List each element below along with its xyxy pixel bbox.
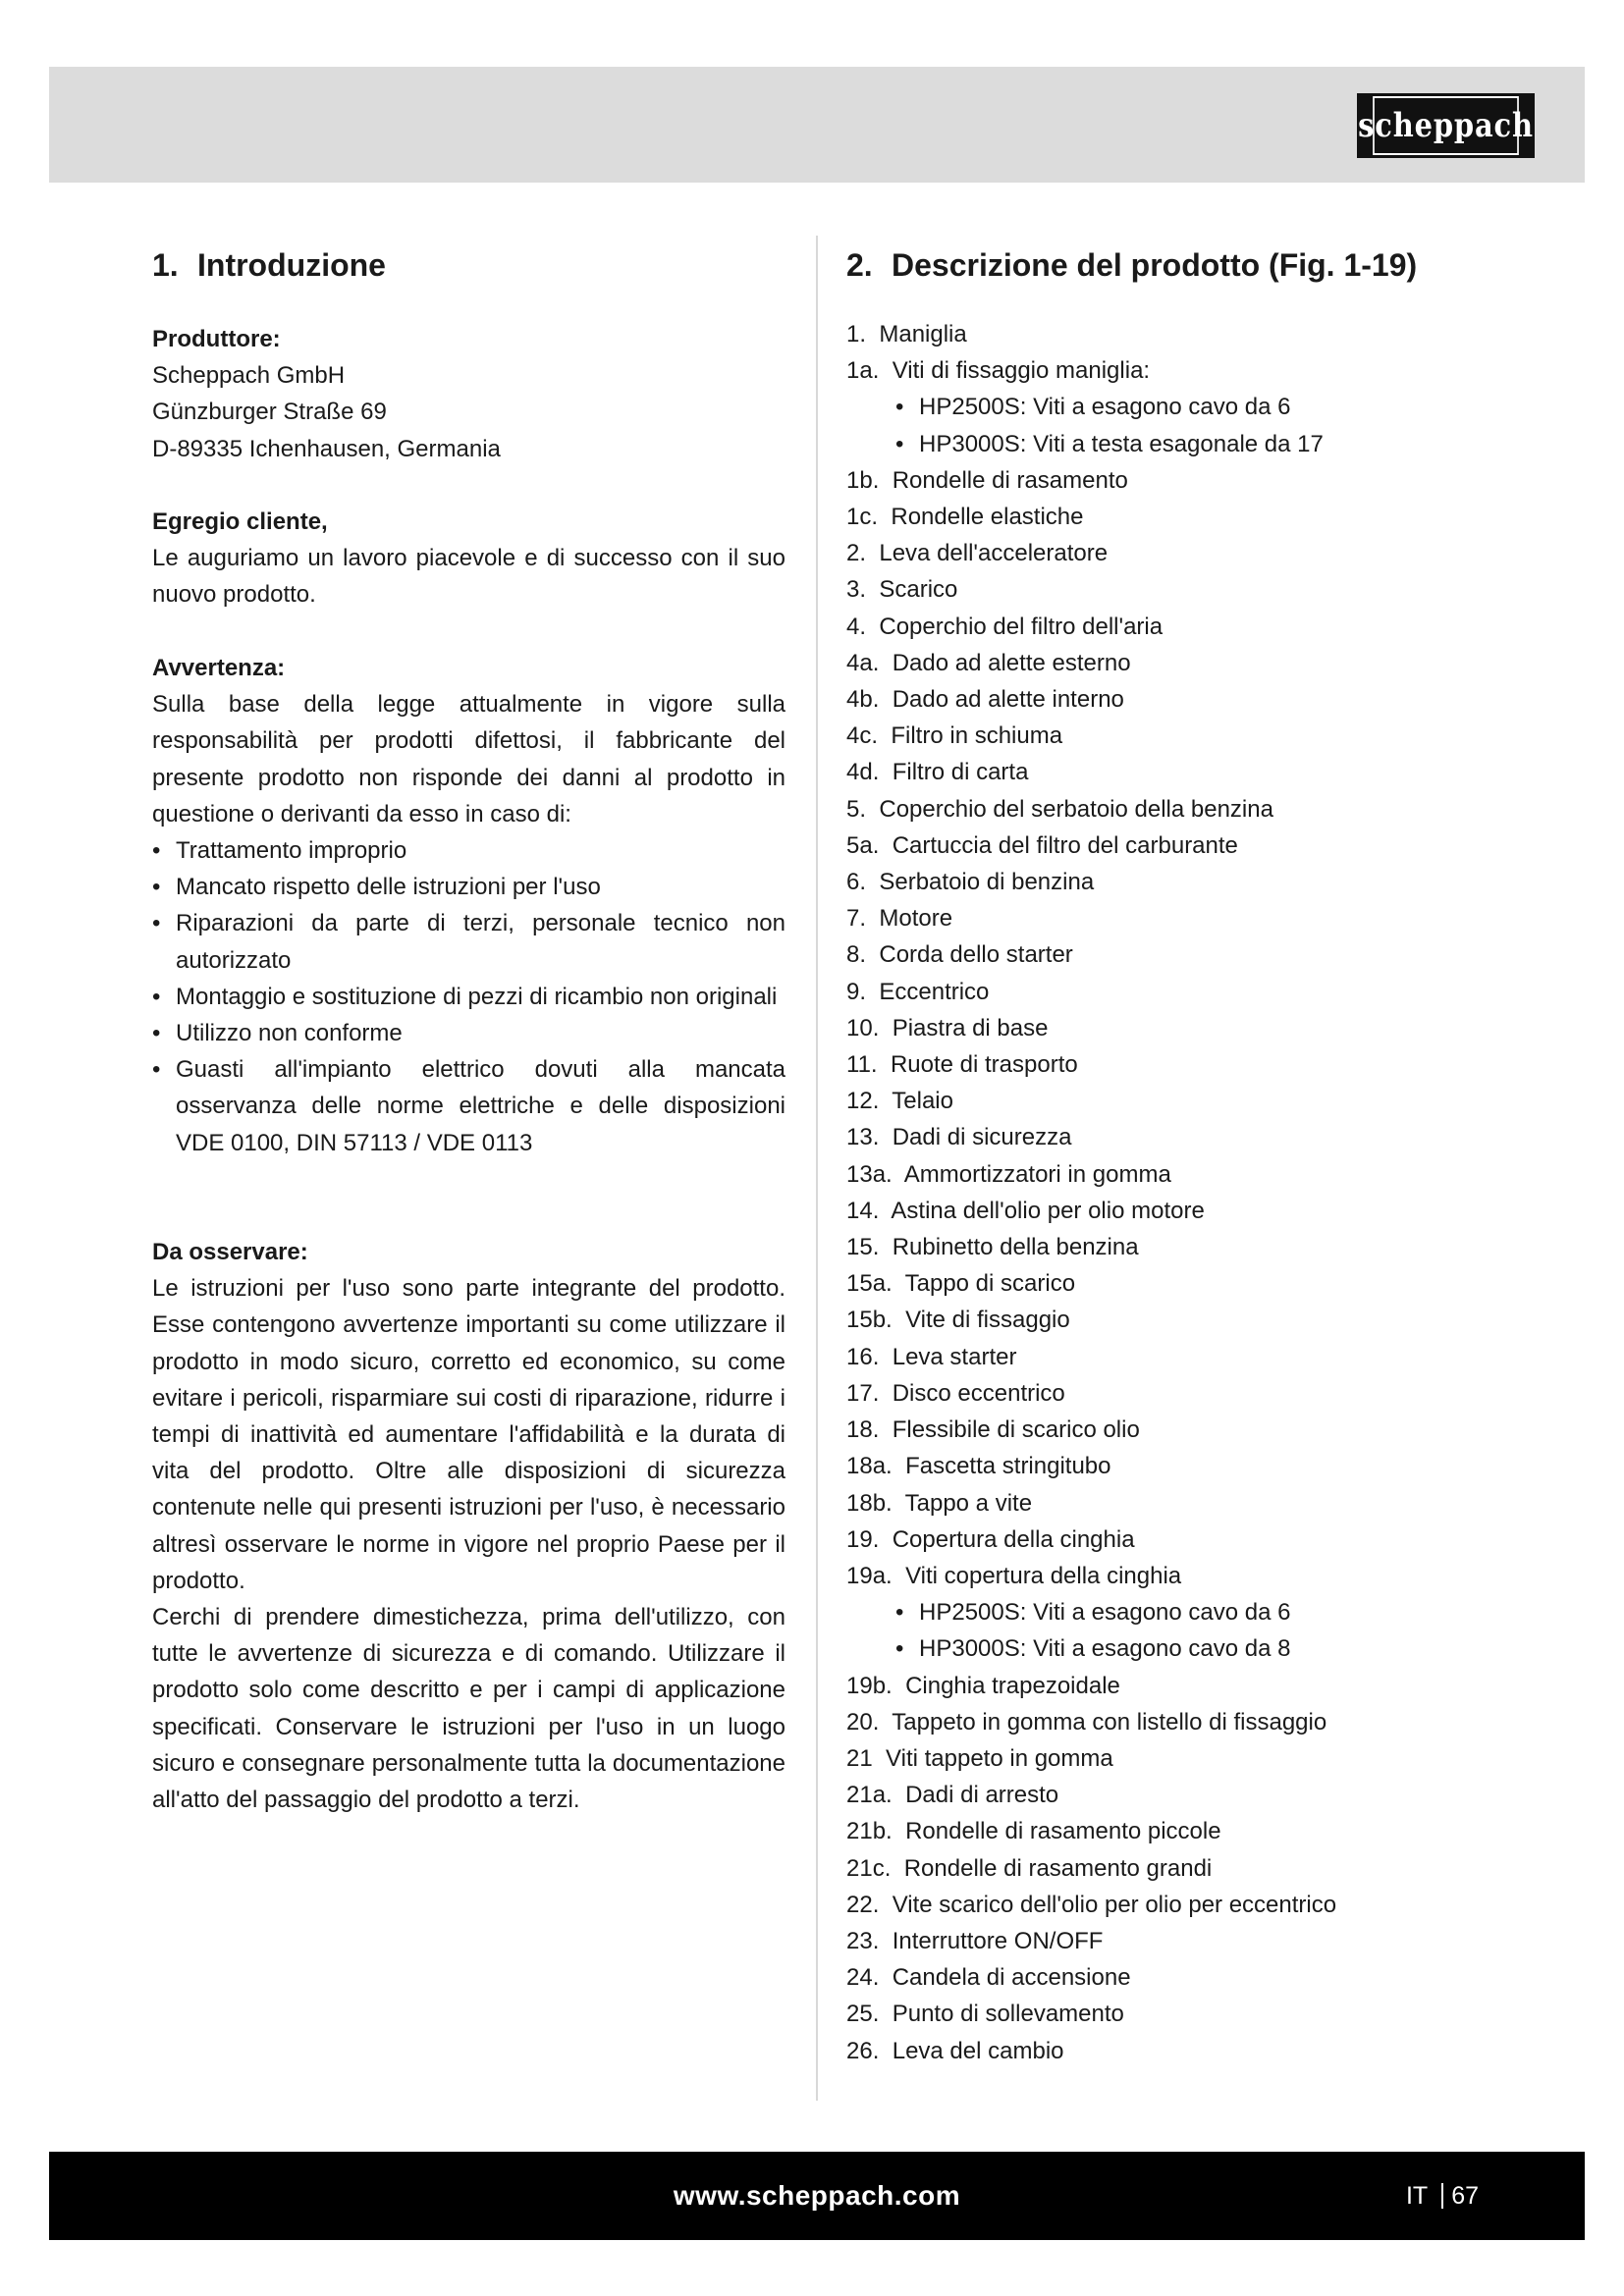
- parts-item-number: 4c.: [846, 722, 879, 750]
- parts-item-number: 4.: [846, 613, 867, 640]
- parts-item-number: 18a.: [846, 1453, 893, 1480]
- parts-sub-item-text: HP2500S: Viti a esagono cavo da 6: [919, 394, 1291, 421]
- producer-heading: Produttore:: [152, 326, 281, 352]
- parts-item: [846, 645, 1553, 681]
- page-number: 67: [1451, 2181, 1479, 2210]
- parts-item-label: Rondelle elastiche: [891, 504, 1084, 531]
- parts-item-number: 19b.: [846, 1672, 893, 1699]
- parts-item-number: 13a.: [846, 1160, 893, 1188]
- observe-block: [152, 1234, 785, 1818]
- parts-item-label: Punto di sollevamento: [892, 2001, 1124, 2028]
- parts-item-label: Tappeto in gomma con listello di fissaggio: [892, 1708, 1327, 1735]
- parts-item: [846, 1229, 1553, 1265]
- scheppach-logo: [1357, 93, 1535, 158]
- parts-item: [846, 864, 1553, 900]
- parts-item-label: Piastra di base: [892, 1014, 1049, 1041]
- parts-item-number: 11.: [846, 1051, 878, 1079]
- parts-item-number: 3.: [846, 576, 867, 604]
- parts-item-number: 17.: [846, 1379, 880, 1407]
- header-band: [49, 67, 1585, 183]
- parts-item-label: Coperchio del serbatoio della benzina: [879, 795, 1273, 823]
- parts-item-label: Copertura della cinghia: [892, 1525, 1135, 1553]
- parts-item: [846, 1740, 1553, 1777]
- parts-item-number: 19a.: [846, 1562, 893, 1589]
- observe-text-2: Cerchi di prendere dimestichezza, prima dell'utilizzo, con tutte le avvertenze di sicurezza e di comando. Utilizzare il prodotto solo come descritto e per i campi di applicazione specificati. Conservare le istruzioni per l'uso in un luogo sicuro e consegnare personalmente tutta la documentazione all'atto del passaggio del prodotto a terzi.: [152, 1604, 785, 1814]
- parts-item-label: Rondelle di rasamento grandi: [903, 1854, 1213, 1882]
- section-title-product-description: [846, 245, 1417, 285]
- parts-item-number: 9.: [846, 978, 867, 1005]
- parts-item-label: Dadi di arresto: [905, 1782, 1059, 1809]
- parts-item-number: 5a.: [846, 831, 880, 859]
- parts-item-label: Ammortizzatori in gomma: [903, 1160, 1171, 1188]
- parts-item-number: 2.: [846, 540, 867, 567]
- parts-item-number: 15.: [846, 1234, 880, 1261]
- parts-sub-item: [846, 389, 1553, 425]
- warning-text: Sulla base della legge attualmente in vigore sulla responsabilità per prodotti difettosi, il fabbricante del presente prodotto non risponde dei danni al prodotto in questione o derivanti da esso in caso di:: [152, 691, 785, 828]
- section-title-introduction: [152, 245, 386, 285]
- parts-sub-item: [846, 426, 1553, 462]
- list-item: • Trattamento improprio: [152, 832, 785, 869]
- producer-line: Scheppach GmbH: [152, 362, 346, 390]
- parts-item: [846, 1959, 1553, 1996]
- parts-item-label: Rondelle di rasamento piccole: [905, 1818, 1221, 1845]
- parts-item-label: Telaio: [892, 1088, 953, 1115]
- parts-item: [846, 1046, 1553, 1083]
- parts-item: [846, 1558, 1553, 1594]
- warning-heading: Avvertenza:: [152, 655, 286, 681]
- parts-item-label: Tappo a vite: [904, 1489, 1033, 1517]
- footer-bar: [49, 2152, 1585, 2240]
- parts-item: [846, 1010, 1553, 1046]
- parts-item-number: 1.: [846, 321, 867, 347]
- parts-item-number: 1c.: [846, 504, 879, 531]
- list-item: • Montaggio e sostituzione di pezzi di ricambio non originali: [152, 979, 785, 1015]
- parts-item-label: Disco eccentrico: [892, 1379, 1065, 1407]
- parts-list: [846, 316, 1553, 2069]
- column-divider: [816, 236, 818, 2101]
- parts-item-label: Tappo di scarico: [904, 1270, 1076, 1298]
- language-code: IT: [1405, 2181, 1429, 2210]
- parts-item-number: 8.: [846, 941, 867, 969]
- parts-item: [846, 535, 1553, 571]
- parts-item: [846, 828, 1553, 864]
- producer-line: Günzburger Straße 69: [152, 399, 387, 426]
- parts-item-label: Viti tappeto in gomma: [886, 1744, 1113, 1772]
- parts-item: [846, 462, 1553, 499]
- parts-item: [846, 1265, 1553, 1302]
- parts-item: [846, 316, 1553, 352]
- parts-item-number: 4a.: [846, 649, 880, 676]
- parts-item-number: 5.: [846, 795, 867, 823]
- parts-item-number: 12.: [846, 1088, 880, 1115]
- parts-item-label: Astina dell'olio per olio motore: [891, 1197, 1205, 1224]
- parts-item: [846, 609, 1553, 645]
- parts-item: [846, 900, 1553, 936]
- parts-item: [846, 1704, 1553, 1740]
- parts-item-label: Filtro di carta: [892, 759, 1029, 786]
- parts-item: [846, 1996, 1553, 2032]
- parts-item-number: 21c.: [846, 1854, 892, 1882]
- parts-item-number: 14.: [846, 1197, 880, 1224]
- parts-item-label: Viti copertura della cinghia: [905, 1562, 1182, 1589]
- warning-block: [152, 650, 785, 1161]
- parts-item: [846, 1193, 1553, 1229]
- parts-item-label: Maniglia: [879, 321, 967, 347]
- parts-item-number: 13.: [846, 1124, 880, 1151]
- parts-item: [846, 791, 1553, 828]
- parts-sub-item-text: HP3000S: Viti a esagono cavo da 8: [919, 1635, 1291, 1663]
- page-indicator: [1406, 2152, 1479, 2240]
- parts-item: [846, 1923, 1553, 1959]
- parts-item-number: 15a.: [846, 1270, 893, 1298]
- section-title-text: Descrizione del prodotto (Fig. 1-19): [892, 247, 1418, 283]
- parts-item-label: Rubinetto della benzina: [892, 1234, 1139, 1261]
- parts-sub-item: [846, 1594, 1553, 1630]
- website-link[interactable]: www.scheppach.com: [673, 2180, 961, 2211]
- parts-item-number: 24.: [846, 1964, 880, 1992]
- parts-item-label: Scarico: [879, 576, 958, 604]
- parts-item-number: 18.: [846, 1416, 880, 1444]
- producer-block: [152, 321, 785, 467]
- list-item: • Utilizzo non conforme: [152, 1015, 785, 1051]
- parts-item-label: Interruttore ON/OFF: [892, 1927, 1104, 1954]
- parts-item-label: Flessibile di scarico olio: [892, 1416, 1140, 1444]
- parts-item: [846, 499, 1553, 535]
- parts-item: [846, 1850, 1553, 1887]
- greeting-block: [152, 504, 785, 614]
- parts-item-number: 25.: [846, 2001, 880, 2028]
- parts-item-number: 4b.: [846, 686, 880, 714]
- parts-item-label: Dadi di sicurezza: [892, 1124, 1072, 1151]
- parts-item-label: Vite di fissaggio: [905, 1307, 1070, 1334]
- parts-item: [846, 1412, 1553, 1448]
- parts-item-number: 15b.: [846, 1307, 893, 1334]
- parts-item: [846, 718, 1553, 754]
- parts-item-number: 22.: [846, 1891, 880, 1918]
- parts-item: [846, 681, 1553, 718]
- producer-line: D-89335 Ichenhausen, Germania: [152, 435, 501, 462]
- list-item: • Riparazioni da parte di terzi, personale tecnico non autorizzato: [152, 905, 785, 978]
- observe-text-1: Le istruzioni per l'uso sono parte integrante del prodotto. Esse contengono avvertenze importanti su come utilizzare il prodotto in modo sicuro, corretto ed economico, su come evitare i pericoli, risparmiare sui costi di riparazione, ridurre i tempi di inattività ed aumentare l'affidabilità e la durata di vita del prodotto. Oltre alle disposizioni di sicurezza contenute nelle qui presenti istruzioni per l'uso, è necessario altresì osservare le norme in vigore nel proprio Paese per il prodotto.: [152, 1275, 785, 1594]
- parts-item-number: 10.: [846, 1014, 880, 1041]
- parts-item-label: Motore: [879, 905, 953, 933]
- parts-sub-item-text: HP2500S: Viti a esagono cavo da 6: [919, 1599, 1291, 1627]
- parts-item-label: Leva starter: [892, 1343, 1017, 1370]
- parts-item: [846, 1813, 1553, 1849]
- parts-item-label: Serbatoio di benzina: [879, 869, 1095, 896]
- parts-item: [846, 1777, 1553, 1813]
- parts-item: [846, 754, 1553, 790]
- parts-item: [846, 571, 1553, 608]
- parts-item-number: 4d.: [846, 759, 880, 786]
- parts-item: [846, 1448, 1553, 1484]
- parts-item: [846, 352, 1553, 389]
- parts-item-label: Viti di fissaggio maniglia:: [892, 357, 1151, 385]
- parts-item-number: 6.: [846, 869, 867, 896]
- parts-item-number: 18b.: [846, 1489, 893, 1517]
- parts-item: [846, 1375, 1553, 1412]
- parts-item-number: 1b.: [846, 466, 880, 494]
- parts-item-number: 16.: [846, 1343, 880, 1370]
- parts-item: [846, 1302, 1553, 1338]
- parts-item-label: Eccentrico: [879, 978, 990, 1005]
- list-item: • Mancato rispetto delle istruzioni per l'uso: [152, 869, 785, 905]
- section-number: 1.: [152, 247, 179, 283]
- greeting-heading: Egregio cliente,: [152, 508, 328, 535]
- parts-item-number: 20.: [846, 1708, 880, 1735]
- parts-item-label: Leva del cambio: [892, 2037, 1064, 2064]
- parts-item-number: 21a.: [846, 1782, 893, 1809]
- parts-item: [846, 1522, 1553, 1558]
- parts-item-label: Coperchio del filtro dell'aria: [879, 613, 1164, 640]
- parts-item: [846, 1339, 1553, 1375]
- separator: [1441, 2183, 1443, 2209]
- parts-sub-item-text: HP3000S: Viti a testa esagonale da 17: [919, 430, 1324, 457]
- parts-item-number: 23.: [846, 1927, 880, 1954]
- warning-bullet-list: [152, 832, 785, 1161]
- parts-item-label: Cartuccia del filtro del carburante: [892, 831, 1238, 859]
- parts-item: [846, 974, 1553, 1010]
- section-title-text: Introduzione: [197, 247, 386, 283]
- parts-item: [846, 1887, 1553, 1923]
- parts-sub-item: [846, 1630, 1553, 1667]
- parts-item: [846, 1083, 1553, 1119]
- parts-item: [846, 1485, 1553, 1522]
- parts-item-number: 26.: [846, 2037, 880, 2064]
- parts-item: [846, 1156, 1553, 1193]
- parts-item-label: Candela di accensione: [892, 1964, 1131, 1992]
- parts-item: [846, 936, 1553, 973]
- parts-item-number: 1a.: [846, 357, 880, 385]
- parts-item-label: Filtro in schiuma: [891, 722, 1063, 750]
- logo-text: scheppach: [1373, 96, 1519, 155]
- parts-item-label: Fascetta stringitubo: [905, 1453, 1111, 1480]
- observe-heading: Da osservare:: [152, 1239, 308, 1265]
- parts-item-label: Ruote di trasporto: [890, 1051, 1078, 1079]
- section-number: 2.: [846, 247, 873, 283]
- parts-item-label: Leva dell'acceleratore: [879, 540, 1109, 567]
- parts-item-label: Dado ad alette esterno: [892, 649, 1131, 676]
- parts-item-label: Vite scarico dell'olio per olio per eccentrico: [892, 1891, 1337, 1918]
- parts-item-number: 21b.: [846, 1818, 893, 1845]
- list-item: • Guasti all'impianto elettrico dovuti alla mancata osservanza delle norme elettriche e delle disposizioni VDE 0100, DIN 57113 / VDE 0113: [152, 1051, 785, 1161]
- parts-item: [846, 1119, 1553, 1155]
- parts-item-number: 21: [846, 1744, 873, 1772]
- greeting-text: Le auguriamo un lavoro piacevole e di successo con il suo nuovo prodotto.: [152, 545, 785, 609]
- parts-item: [846, 2033, 1553, 2069]
- parts-item-label: Cinghia trapezoidale: [905, 1672, 1120, 1699]
- parts-item-number: 7.: [846, 905, 867, 933]
- parts-item-number: 19.: [846, 1525, 880, 1553]
- parts-item-label: Rondelle di rasamento: [892, 466, 1128, 494]
- parts-item-label: Dado ad alette interno: [892, 686, 1124, 714]
- parts-item: [846, 1668, 1553, 1704]
- parts-item-label: Corda dello starter: [879, 941, 1073, 969]
